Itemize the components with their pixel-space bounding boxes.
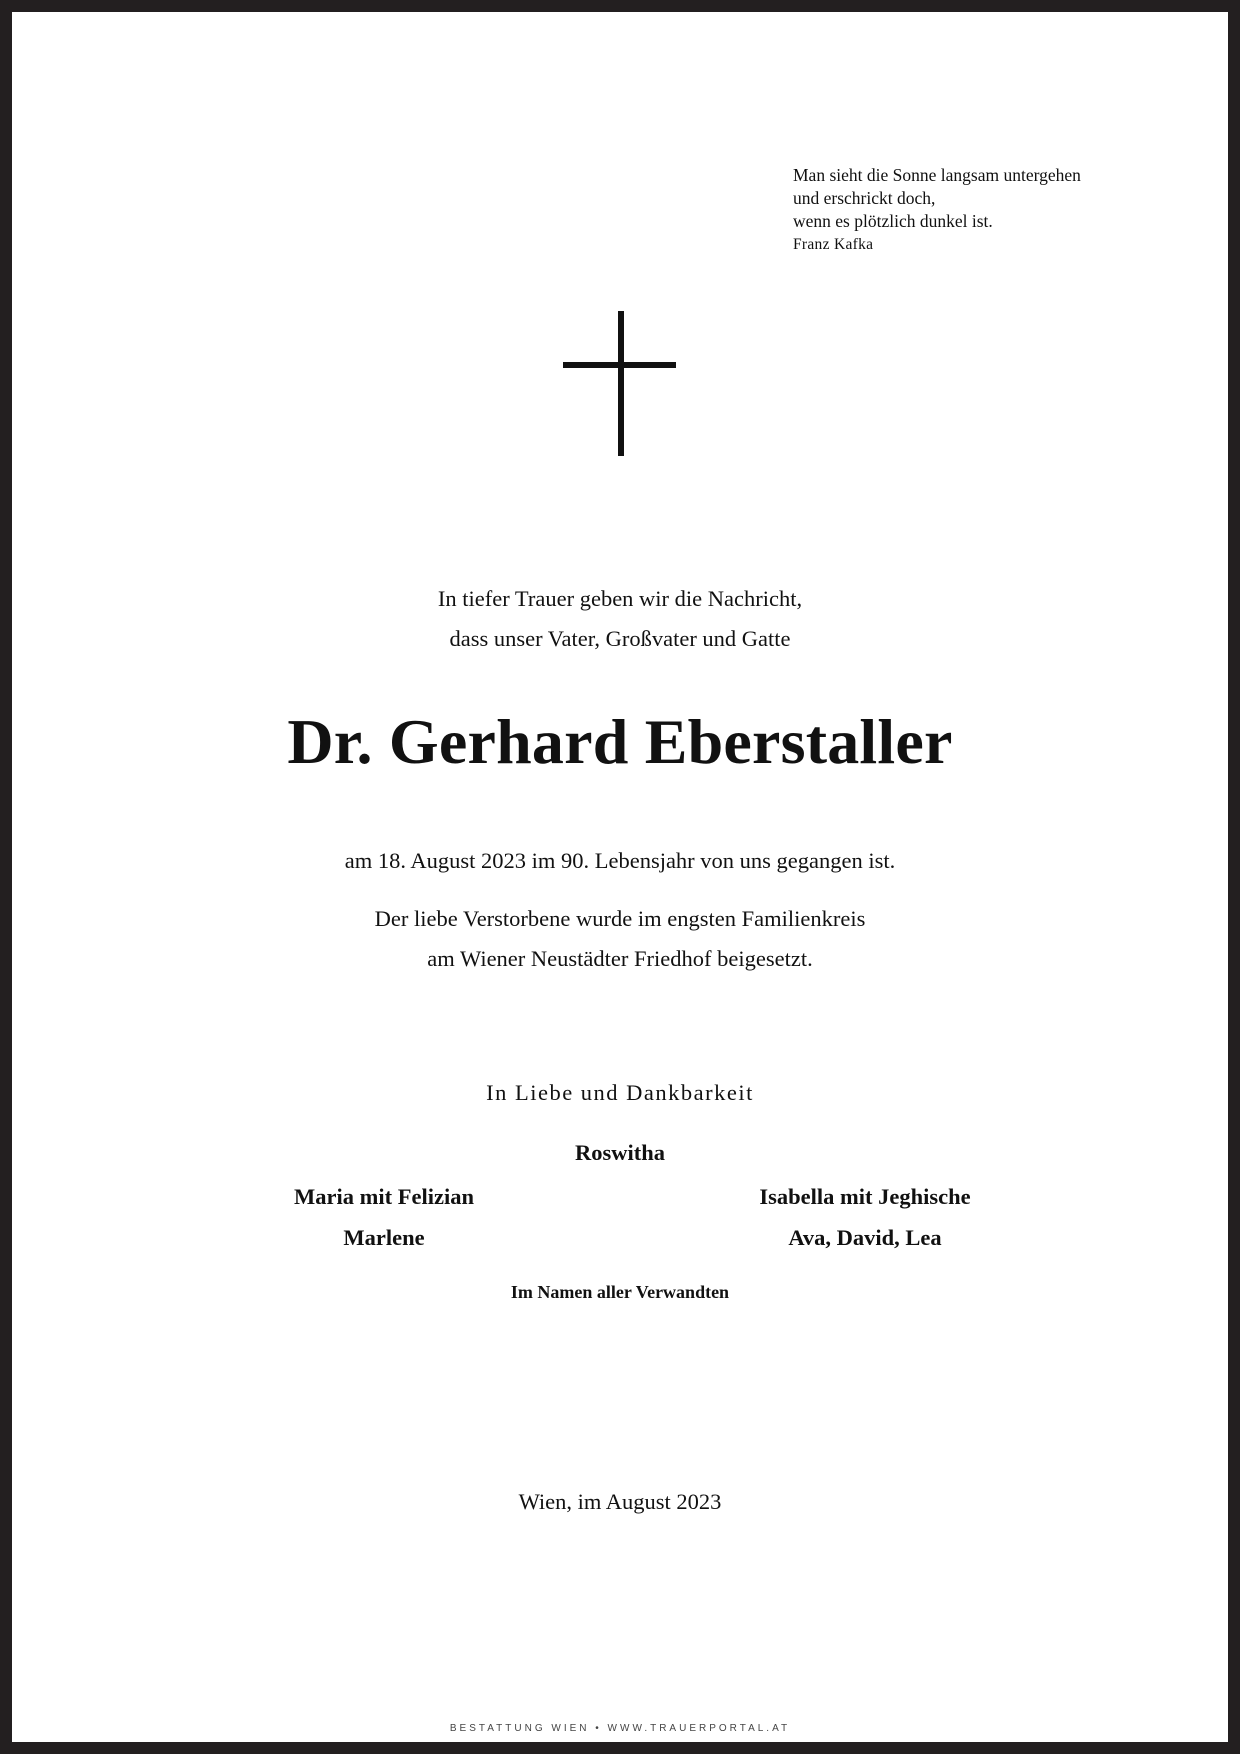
burial-notice [12, 899, 1228, 979]
death-date-line: am 18. August 2023 im 90. Lebensjahr von uns gegangen ist. [344, 848, 896, 873]
cross-vertical-bar [618, 311, 624, 456]
mourner-name: Ava, David, Lea [788, 1225, 942, 1250]
quote-line: wenn es plötzlich dunkel ist. [793, 211, 993, 231]
mourners-right-column [625, 1176, 1105, 1258]
relatives-note: Im Namen aller Verwandten [510, 1282, 730, 1302]
burial-line: Der liebe Verstorbene wurde im engsten Familienkreis [374, 906, 866, 931]
place-and-date: Wien, im August 2023 [518, 1489, 722, 1514]
announcement-intro [12, 579, 1228, 659]
cross-horizontal-bar [563, 362, 676, 368]
quote-line: und erschrickt doch, [793, 188, 936, 208]
mourner-name: Isabella mit Jeghische [759, 1184, 971, 1209]
footer-credit: BESTATTUNG WIEN • WWW.TRAUERPORTAL.AT [449, 1723, 791, 1734]
deceased-name: Dr. Gerhard Eberstaller [287, 706, 953, 777]
intro-line: In tiefer Trauer geben wir die Nachricht, [437, 586, 803, 611]
mourner-spouse: Roswitha [574, 1140, 665, 1165]
mourner-name: Marlene [343, 1225, 425, 1250]
mourners-left-column [144, 1176, 624, 1258]
quote-line: Man sieht die Sonne langsam untergehen [793, 165, 1081, 185]
mourners-heading: In Liebe und Dankbarkeit [486, 1080, 754, 1105]
quote-author: Franz Kafka [793, 236, 874, 253]
kafka-quote [793, 164, 1153, 256]
intro-line: dass unser Vater, Großvater und Gatte [449, 626, 791, 651]
mourner-name: Maria mit Felizian [294, 1184, 474, 1209]
cross-icon [563, 299, 681, 469]
burial-line: am Wiener Neustädter Friedhof beigesetzt. [427, 946, 813, 971]
